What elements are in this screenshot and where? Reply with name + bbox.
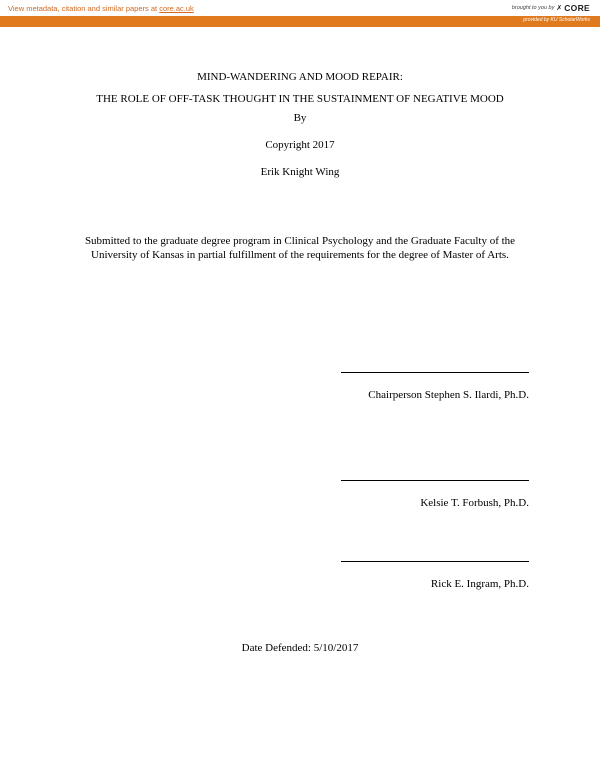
date-defended: Date Defended: 5/10/2017: [241, 642, 359, 654]
title-line-1: MIND-WANDERING AND MOOD REPAIR:: [197, 71, 403, 83]
signature-line: [341, 480, 529, 481]
author-name: Erik Knight Wing: [260, 166, 340, 178]
core-link[interactable]: core.ac.uk: [159, 4, 194, 13]
brought-by-label: brought to you by: [511, 5, 555, 11]
title-line-2: THE ROLE OF OFF-TASK THOUGHT IN THE SUSTAINMENT OF NEGATIVE MOOD: [96, 93, 504, 105]
core-logo-icon: ✗: [556, 5, 563, 12]
core-logo-text: CORE: [564, 3, 590, 13]
committee-chair: Chairperson Stephen S. Ilardi, Ph.D.: [368, 389, 529, 401]
core-brand[interactable]: [512, 3, 590, 13]
submission-statement: Submitted to the graduate degree program in Clinical Psychology and the Graduate Faculty of the University of Kansas in partial fulfillment of the requirements for the degree of Master of Arts.: [84, 235, 516, 261]
by-label: By: [293, 112, 307, 124]
signature-line: [341, 561, 529, 562]
provided-by-label: provided by KU ScholarWorks: [523, 17, 590, 23]
core-metadata-link[interactable]: View metadata, citation and similar papers at core.ac.uk: [8, 4, 194, 13]
signature-line: [341, 372, 529, 373]
core-banner: [0, 0, 600, 28]
copyright-line: Copyright 2017: [265, 139, 335, 151]
committee-member: Kelsie T. Forbush, Ph.D.: [420, 497, 529, 509]
committee-member: Rick E. Ingram, Ph.D.: [430, 578, 529, 590]
provider-strip: [0, 16, 600, 27]
